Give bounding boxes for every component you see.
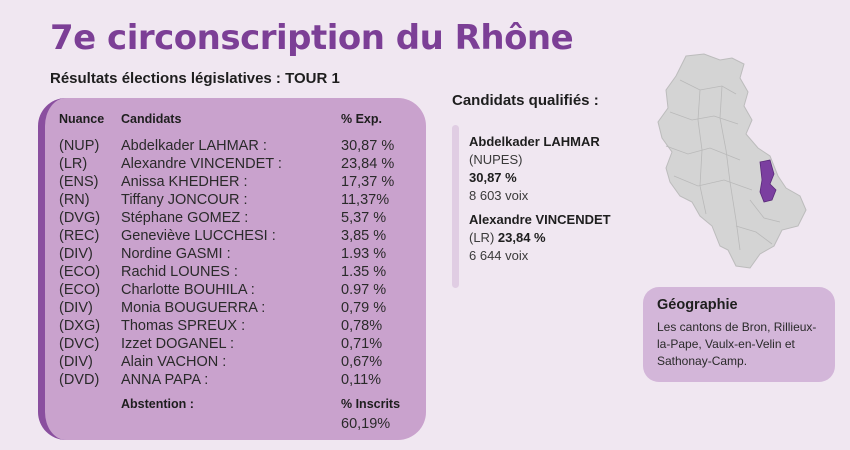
candidate-pct: 23,84 %	[341, 156, 395, 172]
table-row	[45, 191, 425, 209]
candidate-name: Alain VACHON :	[121, 354, 227, 370]
candidate-nuance: (NUP)	[59, 138, 100, 154]
abstention-label: Abstention :	[121, 397, 194, 411]
geography-text: Les cantons de Bron, Rillieux-la-Pape, Vaulx-en-Velin et Sathonay-Camp.	[657, 320, 817, 368]
candidate-name: Izzet DOGANEL :	[121, 336, 235, 352]
candidate-pct: 30,87 %	[341, 138, 395, 154]
candidate-name: Alexandre VINCENDET :	[121, 156, 282, 172]
table-row	[45, 137, 425, 155]
table-row	[45, 155, 425, 173]
qualified-candidate-votes: 6 644 voix	[469, 248, 529, 263]
qualified-candidate-name: Alexandre VINCENDET	[469, 212, 611, 227]
candidate-nuance: (DVG)	[59, 210, 101, 226]
qualified-candidate-pct: 30,87 %	[469, 170, 517, 185]
rhone-department-shape	[658, 54, 806, 268]
page-subtitle: Résultats élections législatives : TOUR 1	[50, 70, 340, 87]
candidate-nuance: (REC)	[59, 228, 100, 244]
candidate-nuance: (DVC)	[59, 336, 100, 352]
candidate-pct: 11,37%	[341, 192, 390, 208]
candidate-nuance: (RN)	[59, 192, 90, 208]
table-row	[45, 209, 425, 227]
rhone-map	[640, 50, 815, 275]
candidate-name: Stéphane GOMEZ :	[121, 210, 249, 226]
candidate-pct: 0,67%	[341, 354, 383, 370]
candidate-name: Charlotte BOUHILA :	[121, 282, 255, 298]
candidate-name: Anissa KHEDHER :	[121, 174, 248, 190]
table-row	[45, 173, 425, 191]
table-row	[45, 263, 425, 281]
table-row	[45, 299, 425, 317]
candidate-nuance: (ECO)	[59, 282, 101, 298]
qualified-candidate-votes: 8 603 voix	[469, 188, 529, 203]
candidate-nuance: (DXG)	[59, 318, 101, 334]
candidate-nuance: (ECO)	[59, 264, 101, 280]
candidate-name: Abdelkader LAHMAR :	[121, 138, 267, 154]
table-row	[45, 281, 425, 299]
candidate-name: Monia BOUGUERRA :	[121, 300, 266, 316]
abstention-value: 60,19%	[341, 416, 391, 432]
qualified-candidate-name: Abdelkader LAHMAR	[469, 134, 600, 149]
candidate-nuance: (DIV)	[59, 246, 93, 262]
qualified-title: Candidats qualifiés :	[452, 92, 599, 109]
candidate-name: Nordine GASMI :	[121, 246, 231, 262]
geography-card	[643, 287, 835, 382]
column-header-nuance: Nuance	[59, 112, 105, 126]
candidate-name: Tiffany JONCOUR :	[121, 192, 248, 208]
candidate-pct: 3,85 %	[341, 228, 387, 244]
qualified-accent-bar	[452, 125, 459, 288]
inscrits-label: % Inscrits	[341, 397, 401, 411]
candidate-pct: 0,71%	[341, 336, 383, 352]
table-row	[45, 245, 425, 263]
column-header-exp: % Exp.	[341, 112, 382, 126]
table-row	[45, 371, 425, 389]
candidate-pct: 1.35 %	[341, 264, 387, 280]
qualified-candidate-2	[469, 211, 611, 265]
candidate-pct: 5,37 %	[341, 210, 387, 226]
table-row	[45, 227, 425, 245]
candidate-name: ANNA PAPA :	[121, 372, 209, 388]
table-row	[45, 317, 425, 335]
results-card	[38, 98, 426, 440]
candidate-pct: 17,37 %	[341, 174, 395, 190]
candidate-nuance: (DIV)	[59, 354, 93, 370]
candidate-pct: 1.93 %	[341, 246, 387, 262]
candidate-name: Thomas SPREUX :	[121, 318, 246, 334]
candidate-pct: 0,78%	[341, 318, 383, 334]
candidate-nuance: (DVD)	[59, 372, 100, 388]
candidate-name: Rachid LOUNES :	[121, 264, 238, 280]
qualified-candidate-party: (NUPES)	[469, 152, 523, 167]
table-row	[45, 353, 425, 371]
candidate-nuance: (ENS)	[59, 174, 99, 190]
candidate-pct: 0,79 %	[341, 300, 387, 316]
qualified-candidate-party: (LR)	[469, 230, 495, 245]
page-title: 7e circonscription du Rhône	[50, 18, 574, 58]
table-row	[45, 335, 425, 353]
candidate-pct: 0.97 %	[341, 282, 387, 298]
candidate-nuance: (LR)	[59, 156, 88, 172]
qualified-candidate-1	[469, 133, 600, 205]
candidate-name: Geneviève LUCCHESI :	[121, 228, 276, 244]
geography-title: Géographie	[657, 297, 738, 313]
candidate-pct: 0,11%	[341, 372, 382, 388]
column-header-candidats: Candidats	[121, 112, 182, 126]
qualified-candidate-pct: 23,84 %	[497, 230, 546, 245]
candidate-nuance: (DIV)	[59, 300, 93, 316]
